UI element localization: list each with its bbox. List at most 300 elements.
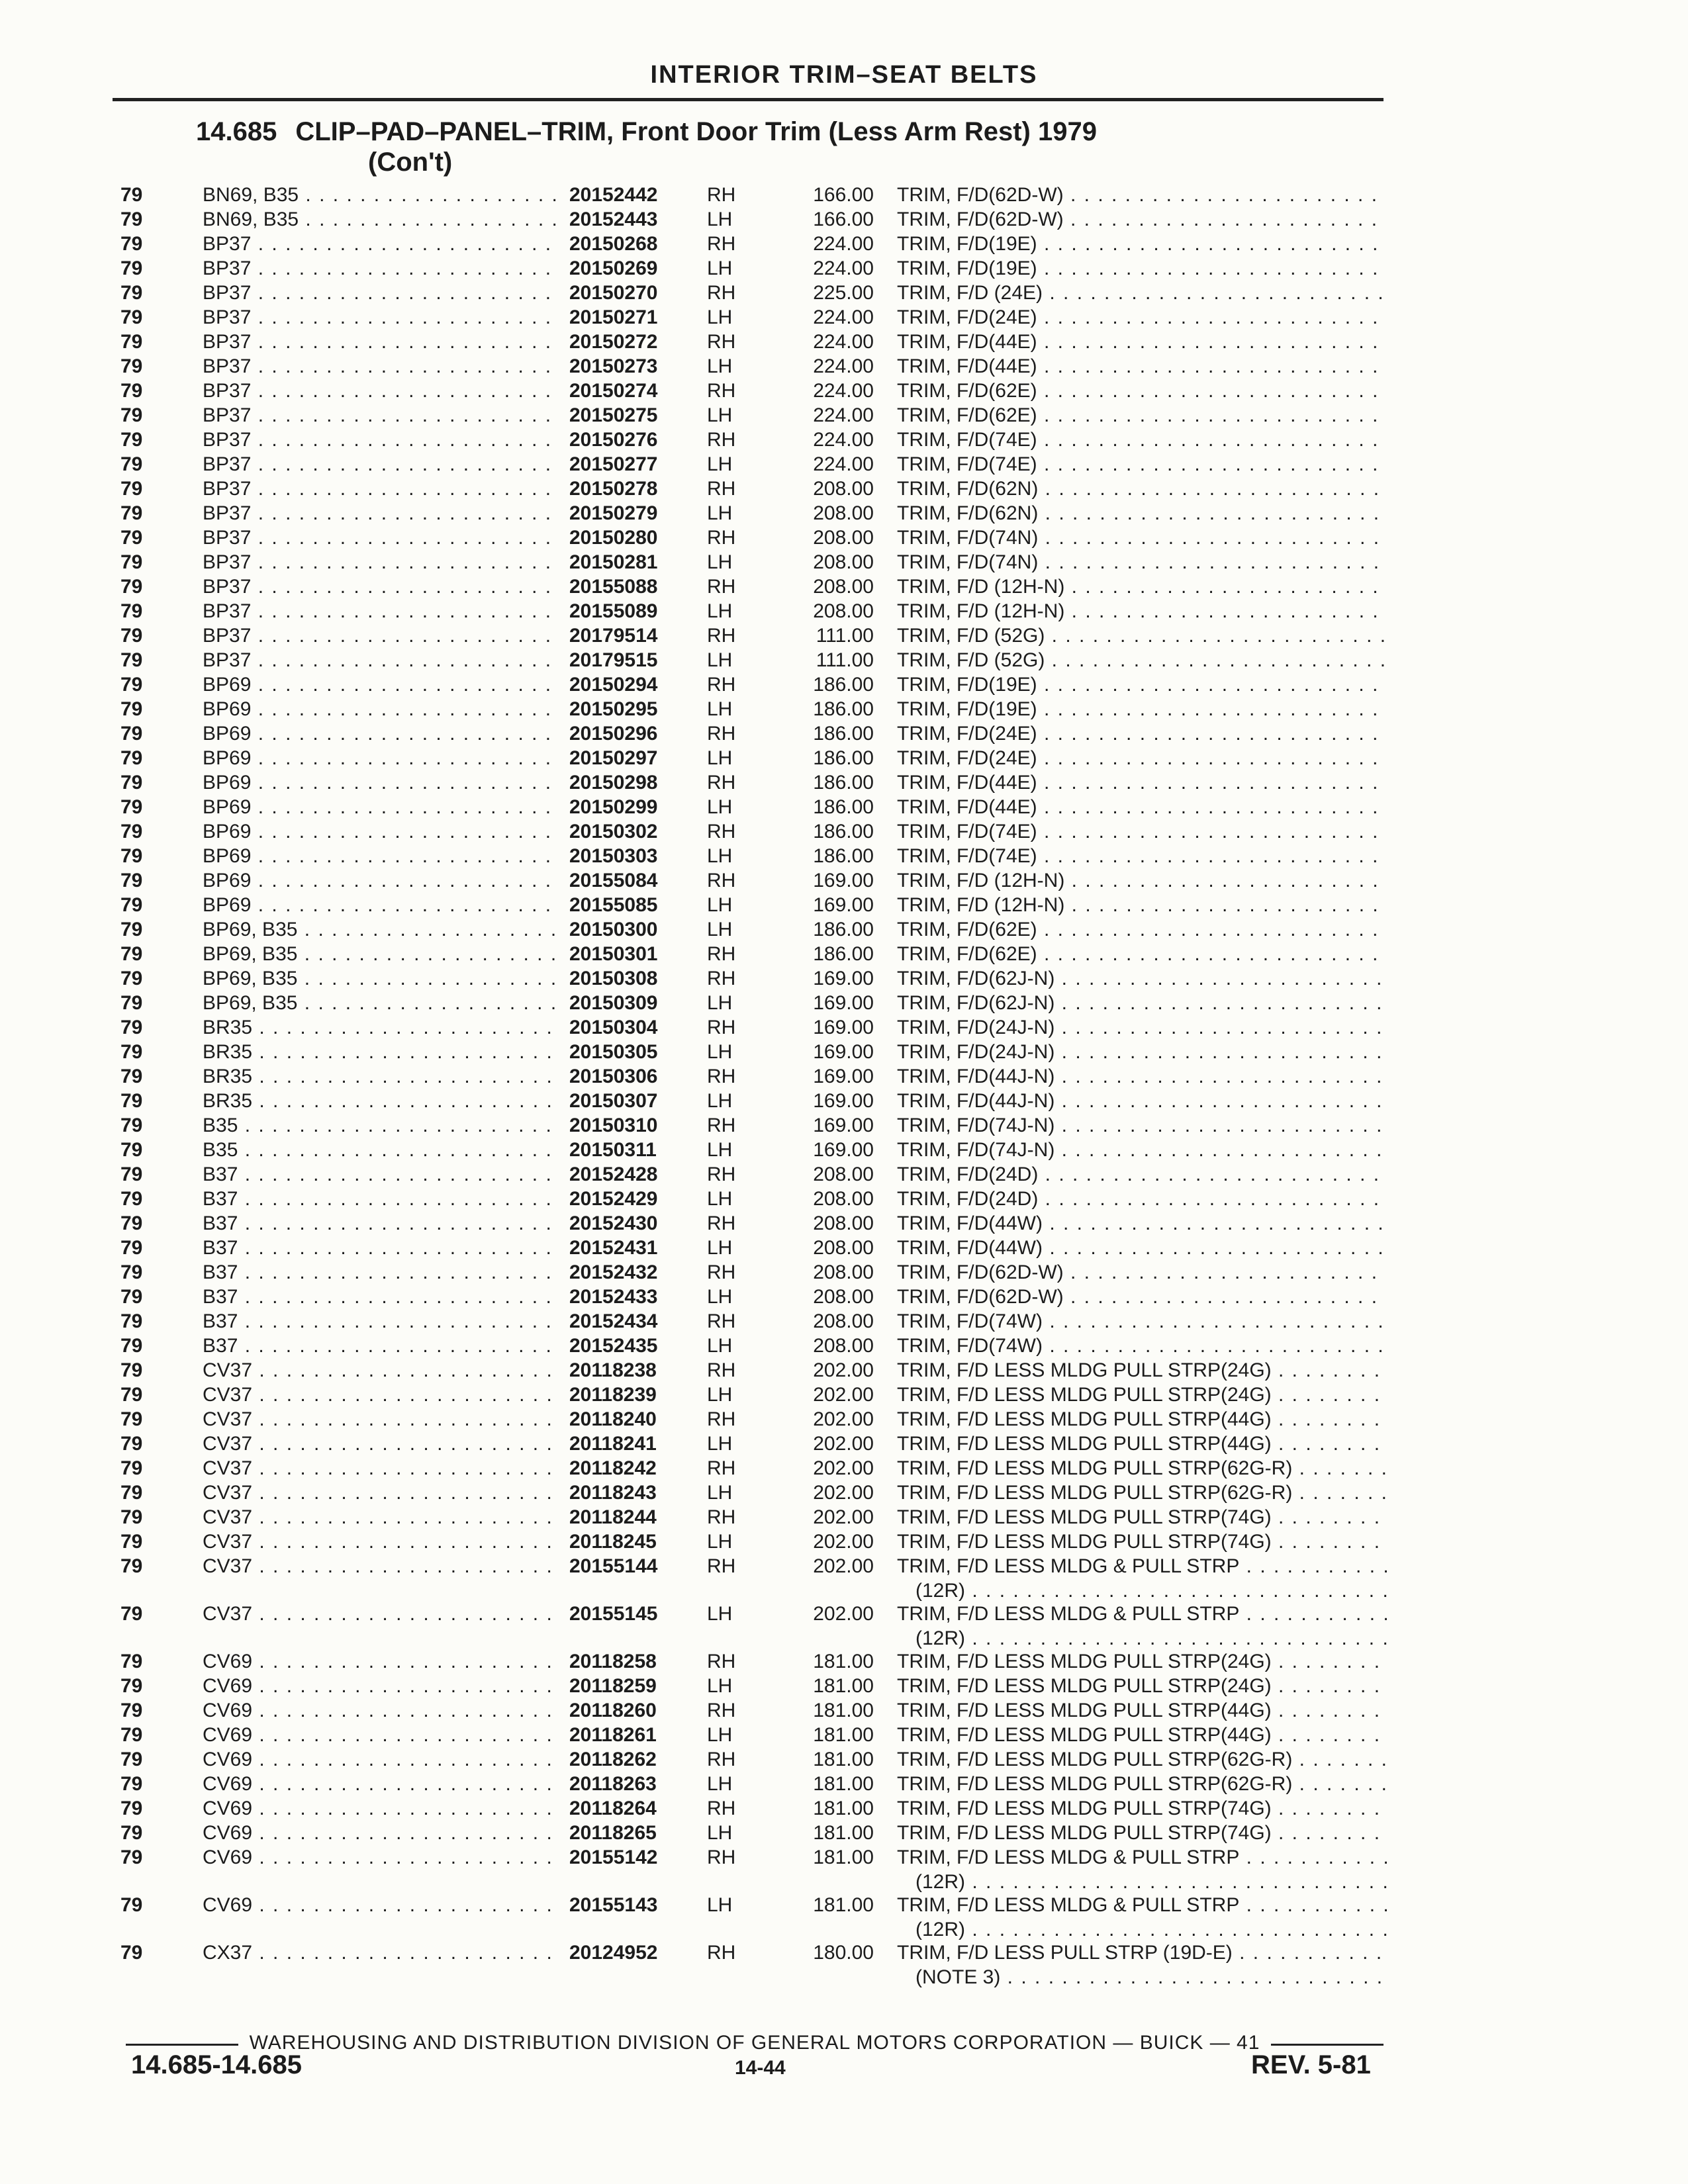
model-cell: BP37 . . . — [203, 379, 560, 403]
description-line: TRIM, F/D LESS MLDG PULL STRP(62G-R) . . . — [897, 1456, 1387, 1480]
side-cell: RH — [707, 1457, 736, 1479]
part-number-cell: 20150273 — [569, 355, 658, 377]
year-cell: 79 — [120, 1506, 143, 1528]
description-line: TRIM, F/D(74E) . . . — [897, 452, 1387, 477]
description-cell — [897, 1772, 1387, 1796]
side-cell: LH — [707, 1188, 733, 1210]
description-cell — [897, 1602, 1387, 1651]
description-cell — [897, 1649, 1387, 1674]
table-row — [0, 1723, 1688, 1747]
description-cell — [897, 379, 1387, 403]
table-row — [0, 1015, 1688, 1040]
year-cell: 79 — [120, 821, 143, 842]
description-line: TRIM, F/D(19E) . . . — [897, 256, 1387, 281]
part-number-cell: 20152443 — [569, 208, 658, 230]
model-cell: BR35 . . . — [203, 1089, 560, 1113]
description-cell — [897, 330, 1387, 354]
footer-rule-right — [1271, 2044, 1383, 2046]
year-cell: 79 — [120, 1237, 143, 1259]
section-heading — [196, 116, 1115, 177]
description-cell — [897, 721, 1387, 746]
side-cell: RH — [707, 1310, 736, 1332]
description-line: TRIM, F/D(24J-N) . . . — [897, 1040, 1387, 1064]
side-cell: RH — [707, 625, 736, 647]
quantity-cell: 181.00 — [813, 1797, 874, 1819]
part-number-cell: 20118239 — [569, 1384, 657, 1406]
description-cell — [897, 1113, 1387, 1138]
quantity-cell: 208.00 — [813, 1237, 874, 1259]
model-cell: BP69 . . . — [203, 746, 560, 770]
year-cell: 79 — [120, 1041, 143, 1063]
side-cell: RH — [707, 1555, 736, 1577]
description-line: TRIM, F/D LESS MLDG PULL STRP(74G) . . . — [897, 1505, 1387, 1529]
part-number-cell: 20150298 — [569, 772, 658, 794]
side-cell: RH — [707, 674, 736, 696]
part-number-cell: 20155142 — [569, 1846, 658, 1868]
side-cell: LH — [707, 306, 733, 328]
year-cell: 79 — [120, 453, 143, 475]
model-cell: BP69 . . . — [203, 721, 560, 746]
description-cell — [897, 1505, 1387, 1529]
table-row — [0, 305, 1688, 330]
quantity-cell: 181.00 — [813, 1651, 874, 1672]
side-cell: RH — [707, 1017, 736, 1038]
side-cell: RH — [707, 1700, 736, 1721]
model-cell: BP37 . . . — [203, 648, 560, 672]
description-cell — [897, 1674, 1387, 1698]
table-row — [0, 697, 1688, 721]
description-cell — [897, 1064, 1387, 1089]
description-line: TRIM, F/D(74N) . . . — [897, 550, 1387, 574]
footer-section-range: 14.685-14.685 — [131, 2050, 303, 2079]
year-cell: 79 — [120, 208, 143, 230]
quantity-cell: 224.00 — [813, 453, 874, 475]
table-row — [0, 1821, 1688, 1845]
description-cell — [897, 1285, 1387, 1309]
part-number-cell: 20118265 — [569, 1822, 657, 1844]
table-row — [0, 746, 1688, 770]
description-cell — [897, 183, 1387, 207]
quantity-cell: 208.00 — [813, 527, 874, 549]
model-cell: BR35 . . . — [203, 1064, 560, 1089]
part-number-cell: 20150275 — [569, 404, 658, 426]
side-cell: RH — [707, 331, 736, 353]
description-line: TRIM, F/D(62J-N) . . . — [897, 991, 1387, 1015]
side-cell: LH — [707, 453, 733, 475]
quantity-cell: 169.00 — [813, 1090, 874, 1112]
description-line: TRIM, F/D LESS MLDG PULL STRP(44G) . . . — [897, 1407, 1387, 1432]
description-cell — [897, 1162, 1387, 1187]
description-cell — [897, 1040, 1387, 1064]
quantity-cell: 169.00 — [813, 870, 874, 891]
side-cell: RH — [707, 233, 736, 255]
description-cell — [897, 1089, 1387, 1113]
part-number-cell: 20152429 — [569, 1188, 658, 1210]
table-row — [0, 1432, 1688, 1456]
side-cell: RH — [707, 1506, 736, 1528]
quantity-cell: 181.00 — [813, 1724, 874, 1746]
side-cell: RH — [707, 723, 736, 745]
part-number-cell: 20150309 — [569, 992, 658, 1014]
year-cell: 79 — [120, 649, 143, 671]
quantity-cell: 169.00 — [813, 1139, 874, 1161]
description-cell — [897, 354, 1387, 379]
model-cell: BP37 . . . — [203, 501, 560, 525]
table-row — [0, 354, 1688, 379]
description-cell — [897, 819, 1387, 844]
quantity-cell: 181.00 — [813, 1700, 874, 1721]
part-number-cell: 20152442 — [569, 184, 658, 206]
table-row — [0, 819, 1688, 844]
model-cell: CV37 . . . — [203, 1505, 560, 1529]
table-row — [0, 1138, 1688, 1162]
side-cell: LH — [707, 1531, 733, 1553]
table-row — [0, 1456, 1688, 1480]
side-cell: LH — [707, 1041, 733, 1063]
year-cell: 79 — [120, 1749, 143, 1770]
part-number-cell: 20150307 — [569, 1090, 658, 1112]
year-cell: 79 — [120, 1603, 143, 1625]
quantity-cell: 186.00 — [813, 845, 874, 867]
model-cell: BP37 . . . — [203, 550, 560, 574]
model-cell: CV69 . . . — [203, 1893, 560, 1917]
quantity-cell: 166.00 — [813, 208, 874, 230]
description-line: TRIM, F/D(62N) . . . — [897, 501, 1387, 525]
table-row — [0, 1040, 1688, 1064]
model-cell: CV69 . . . — [203, 1649, 560, 1674]
description-line: TRIM, F/D(24E) . . . — [897, 746, 1387, 770]
part-number-cell: 20150303 — [569, 845, 658, 867]
part-number-cell: 20118263 — [569, 1773, 657, 1795]
table-row — [0, 1747, 1688, 1772]
year-cell: 79 — [120, 1700, 143, 1721]
footer-page-number: 14-44 — [735, 2057, 786, 2079]
description-cell — [897, 1138, 1387, 1162]
quantity-cell: 186.00 — [813, 747, 874, 769]
year-cell: 79 — [120, 1310, 143, 1332]
quantity-cell: 166.00 — [813, 184, 874, 206]
model-cell: BP69, B35 . . . — [203, 942, 560, 966]
part-number-cell: 20118241 — [569, 1433, 657, 1455]
model-cell: BP37 . . . — [203, 623, 560, 648]
year-cell: 79 — [120, 1773, 143, 1795]
year-cell: 79 — [120, 723, 143, 745]
description-cell — [897, 501, 1387, 525]
description-line: TRIM, F/D LESS MLDG & PULL STRP . . . — [897, 1893, 1387, 1917]
part-number-cell: 20155085 — [569, 894, 658, 916]
description-cell — [897, 844, 1387, 868]
part-number-cell: 20152430 — [569, 1212, 658, 1234]
part-number-cell: 20179514 — [569, 625, 658, 647]
table-row — [0, 1162, 1688, 1187]
quantity-cell: 186.00 — [813, 943, 874, 965]
description-line: TRIM, F/D(74E) . . . — [897, 844, 1387, 868]
quantity-cell: 208.00 — [813, 502, 874, 524]
part-number-cell: 20150300 — [569, 919, 658, 940]
side-cell: LH — [707, 1773, 733, 1795]
year-cell: 79 — [120, 1433, 143, 1455]
part-number-cell: 20150305 — [569, 1041, 658, 1063]
description-cell — [897, 1383, 1387, 1407]
side-cell: LH — [707, 649, 733, 671]
table-row — [0, 868, 1688, 893]
year-cell: 79 — [120, 625, 143, 647]
description-cell — [897, 1821, 1387, 1845]
part-number-cell: 20150297 — [569, 747, 658, 769]
description-line: TRIM, F/D(44E) . . . — [897, 354, 1387, 379]
quantity-cell: 181.00 — [813, 1822, 874, 1844]
quantity-cell: 186.00 — [813, 723, 874, 745]
side-cell: LH — [707, 992, 733, 1014]
table-row — [0, 770, 1688, 795]
quantity-cell: 169.00 — [813, 992, 874, 1014]
side-cell: LH — [707, 919, 733, 940]
year-cell: 79 — [120, 600, 143, 622]
side-cell: LH — [707, 355, 733, 377]
description-cell — [897, 256, 1387, 281]
description-line: TRIM, F/D LESS MLDG PULL STRP(24G) . . . — [897, 1649, 1387, 1674]
part-number-cell: 20150294 — [569, 674, 658, 696]
description-cell — [897, 1940, 1387, 1989]
side-cell: LH — [707, 1894, 733, 1916]
side-cell: RH — [707, 1066, 736, 1087]
description-cell — [897, 1211, 1387, 1236]
side-cell: LH — [707, 796, 733, 818]
year-cell: 79 — [120, 257, 143, 279]
model-cell: CV69 . . . — [203, 1845, 560, 1870]
description-line: TRIM, F/D(62D-W) . . . — [897, 1260, 1387, 1285]
table-row — [0, 403, 1688, 428]
model-cell: CV69 . . . — [203, 1698, 560, 1723]
part-number-cell: 20150281 — [569, 551, 658, 573]
side-cell: RH — [707, 772, 736, 794]
model-cell: BP69, B35 . . . — [203, 991, 560, 1015]
description-line: TRIM, F/D(44W) . . . — [897, 1211, 1387, 1236]
description-cell — [897, 207, 1387, 232]
table-row — [0, 844, 1688, 868]
description-cell — [897, 1893, 1387, 1942]
description-line: TRIM, F/D(74N) . . . — [897, 525, 1387, 550]
header-rule — [113, 98, 1383, 101]
description-line: TRIM, F/D (12H-N) . . . — [897, 868, 1387, 893]
model-cell: BP37 . . . — [203, 428, 560, 452]
side-cell: LH — [707, 1335, 733, 1357]
description-continuation: (12R) . . . — [897, 1917, 1387, 1942]
model-cell: B35 . . . — [203, 1113, 560, 1138]
quantity-cell: 208.00 — [813, 1310, 874, 1332]
model-cell: BP37 . . . — [203, 232, 560, 256]
model-cell: CV37 . . . — [203, 1456, 560, 1480]
quantity-cell: 208.00 — [813, 600, 874, 622]
year-cell: 79 — [120, 1942, 143, 1964]
side-cell: LH — [707, 1090, 733, 1112]
part-number-cell: 20118259 — [569, 1675, 657, 1697]
model-cell: CV37 . . . — [203, 1602, 560, 1626]
description-line: TRIM, F/D(24J-N) . . . — [897, 1015, 1387, 1040]
model-cell: B37 . . . — [203, 1211, 560, 1236]
model-cell: BP37 . . . — [203, 256, 560, 281]
side-cell: RH — [707, 1651, 736, 1672]
table-row — [0, 1407, 1688, 1432]
quantity-cell: 208.00 — [813, 1163, 874, 1185]
description-line: TRIM, F/D(74E) . . . — [897, 428, 1387, 452]
description-line: TRIM, F/D LESS MLDG PULL STRP(44G) . . . — [897, 1698, 1387, 1723]
description-cell — [897, 232, 1387, 256]
side-cell: LH — [707, 551, 733, 573]
year-cell: 79 — [120, 919, 143, 940]
description-line: TRIM, F/D(74W) . . . — [897, 1309, 1387, 1334]
footer-revision: REV. 5-81 — [1251, 2050, 1371, 2079]
part-number-cell: 20118261 — [569, 1724, 657, 1746]
description-line: TRIM, F/D(74W) . . . — [897, 1334, 1387, 1358]
footer-publisher-line: WAREHOUSING AND DISTRIBUTION DIVISION OF GENERAL MOTORS CORPORATION — BUICK — 41 — [249, 2032, 1260, 2054]
quantity-cell: 224.00 — [813, 331, 874, 353]
description-continuation: (12R) . . . — [897, 1578, 1387, 1603]
description-cell — [897, 305, 1387, 330]
description-line: TRIM, F/D(62N) . . . — [897, 477, 1387, 501]
model-cell: BP69, B35 . . . — [203, 917, 560, 942]
table-row — [0, 1529, 1688, 1554]
model-cell: B37 . . . — [203, 1162, 560, 1187]
table-row — [0, 623, 1688, 648]
description-continuation: (NOTE 3) . . . — [897, 1965, 1387, 1989]
description-line: TRIM, F/D(62E) . . . — [897, 403, 1387, 428]
description-line: TRIM, F/D(24E) . . . — [897, 721, 1387, 746]
description-line: TRIM, F/D (52G) . . . — [897, 648, 1387, 672]
description-cell — [897, 1554, 1387, 1603]
side-cell: LH — [707, 208, 733, 230]
year-cell: 79 — [120, 943, 143, 965]
part-number-cell: 20150301 — [569, 943, 658, 965]
description-line: TRIM, F/D LESS MLDG PULL STRP(24G) . . . — [897, 1383, 1387, 1407]
model-cell: CV69 . . . — [203, 1796, 560, 1821]
year-cell: 79 — [120, 1017, 143, 1038]
table-row — [0, 1940, 1688, 1988]
quantity-cell: 186.00 — [813, 919, 874, 940]
quantity-cell: 225.00 — [813, 282, 874, 304]
year-cell: 79 — [120, 1724, 143, 1746]
year-cell: 79 — [120, 1335, 143, 1357]
part-number-cell: 20152432 — [569, 1261, 658, 1283]
description-cell — [897, 1456, 1387, 1480]
year-cell: 79 — [120, 894, 143, 916]
description-cell — [897, 1358, 1387, 1383]
part-number-cell: 20150278 — [569, 478, 658, 500]
quantity-cell: 208.00 — [813, 1286, 874, 1308]
table-row — [0, 207, 1688, 232]
description-line: TRIM, F/D(44J-N) . . . — [897, 1064, 1387, 1089]
model-cell: CX37 . . . — [203, 1940, 560, 1965]
description-cell — [897, 1236, 1387, 1260]
quantity-cell: 202.00 — [813, 1359, 874, 1381]
year-cell: 79 — [120, 674, 143, 696]
table-row — [0, 1649, 1688, 1674]
description-cell — [897, 1015, 1387, 1040]
part-number-cell: 20155145 — [569, 1603, 658, 1625]
table-row — [0, 1698, 1688, 1723]
description-cell — [897, 1529, 1387, 1554]
description-line: TRIM, F/D(24D) . . . — [897, 1187, 1387, 1211]
year-cell: 79 — [120, 1822, 143, 1844]
table-row — [0, 232, 1688, 256]
table-row — [0, 1772, 1688, 1796]
part-number-cell: 20150302 — [569, 821, 658, 842]
table-row — [0, 574, 1688, 599]
model-cell: CV37 . . . — [203, 1480, 560, 1505]
table-row — [0, 648, 1688, 672]
model-cell: BP69 . . . — [203, 868, 560, 893]
description-line: TRIM, F/D(74J-N) . . . — [897, 1113, 1387, 1138]
model-cell: B37 . . . — [203, 1309, 560, 1334]
description-cell — [897, 1796, 1387, 1821]
table-row — [0, 721, 1688, 746]
year-cell: 79 — [120, 1359, 143, 1381]
side-cell: RH — [707, 1749, 736, 1770]
year-cell: 79 — [120, 282, 143, 304]
description-line: TRIM, F/D(74J-N) . . . — [897, 1138, 1387, 1162]
part-number-cell: 20150308 — [569, 968, 658, 989]
part-number-cell: 20118258 — [569, 1651, 657, 1672]
description-line: TRIM, F/D(24D) . . . — [897, 1162, 1387, 1187]
quantity-cell: 224.00 — [813, 355, 874, 377]
part-number-cell: 20155089 — [569, 600, 658, 622]
quantity-cell: 224.00 — [813, 257, 874, 279]
table-row — [0, 599, 1688, 623]
description-continuation: (12R) . . . — [897, 1626, 1387, 1651]
description-continuation: (12R) . . . — [897, 1870, 1387, 1894]
table-row — [0, 183, 1688, 207]
side-cell: RH — [707, 1163, 736, 1185]
side-cell: RH — [707, 282, 736, 304]
part-number-cell: 20155084 — [569, 870, 658, 891]
year-cell: 79 — [120, 576, 143, 598]
year-cell: 79 — [120, 1090, 143, 1112]
section-title: CLIP–PAD–PANEL–TRIM, Front Door Trim (Less Arm Rest) 1979 — [295, 117, 1097, 146]
description-line: TRIM, F/D(44W) . . . — [897, 1236, 1387, 1260]
part-number-cell: 20150272 — [569, 331, 658, 353]
quantity-cell: 208.00 — [813, 551, 874, 573]
year-cell: 79 — [120, 772, 143, 794]
description-cell — [897, 1187, 1387, 1211]
quantity-cell: 202.00 — [813, 1457, 874, 1479]
description-cell — [897, 281, 1387, 305]
description-cell — [897, 1698, 1387, 1723]
quantity-cell: 202.00 — [813, 1531, 874, 1553]
year-cell: 79 — [120, 968, 143, 989]
description-line: TRIM, F/D LESS MLDG PULL STRP(44G) . . . — [897, 1723, 1387, 1747]
quantity-cell: 180.00 — [813, 1942, 874, 1964]
description-line: TRIM, F/D(44E) . . . — [897, 795, 1387, 819]
part-number-cell: 20118243 — [569, 1482, 657, 1504]
quantity-cell: 181.00 — [813, 1675, 874, 1697]
side-cell: RH — [707, 1115, 736, 1136]
description-line: TRIM, F/D(62D-W) . . . — [897, 183, 1387, 207]
year-cell: 79 — [120, 355, 143, 377]
model-cell: BR35 . . . — [203, 1040, 560, 1064]
model-cell: B35 . . . — [203, 1138, 560, 1162]
part-number-cell: 20118260 — [569, 1700, 657, 1721]
section-continued: (Con't) — [368, 148, 453, 177]
part-number-cell: 20150269 — [569, 257, 658, 279]
part-number-cell: 20150271 — [569, 306, 658, 328]
description-cell — [897, 452, 1387, 477]
year-cell: 79 — [120, 306, 143, 328]
part-number-cell: 20118242 — [569, 1457, 657, 1479]
table-row — [0, 1505, 1688, 1529]
quantity-cell: 169.00 — [813, 1066, 874, 1087]
part-number-cell: 20118240 — [569, 1408, 657, 1430]
description-cell — [897, 942, 1387, 966]
